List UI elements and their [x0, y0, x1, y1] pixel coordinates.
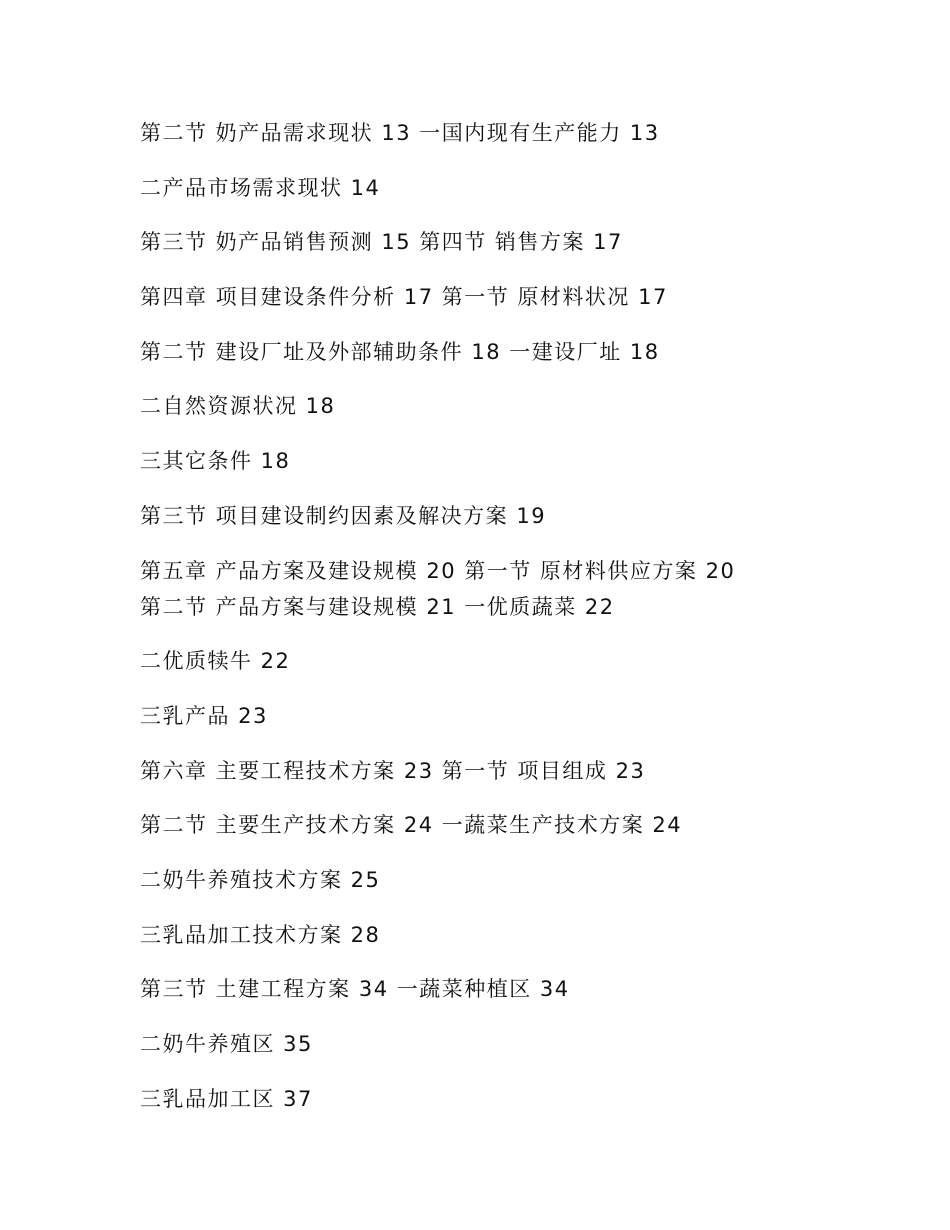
- toc-line: 第二节 奶产品需求现状 13 一国内现有生产能力 13: [140, 121, 660, 145]
- toc-line: 二产品市场需求现状 14: [140, 175, 381, 200]
- toc-line: 三乳产品 23: [140, 703, 268, 728]
- toc-line: 三乳品加工技术方案 28: [140, 922, 381, 947]
- toc-line: 三乳品加工区 37: [140, 1086, 313, 1111]
- toc-line: 二奶牛养殖区 35: [140, 1032, 313, 1056]
- toc-line: 第五章 产品方案及建设规模 20 第一节 原材料供应方案 20: [140, 558, 736, 583]
- toc-line: 三其它条件 18: [140, 449, 291, 474]
- toc-line: 第二节 主要生产技术方案 24 一蔬菜生产技术方案 24: [140, 813, 683, 838]
- table-of-contents: [140, 118, 900, 1138]
- toc-line: 第二节 产品方案与建设规模 21 一优质蔬菜 22: [140, 594, 615, 619]
- toc-line: 第三节 项目建设制约因素及解决方案 19: [140, 503, 547, 528]
- toc-line: 第四章 项目建设条件分析 17 第一节 原材料状况 17: [140, 285, 668, 310]
- toc-line: 第三节 土建工程方案 34 一蔬菜种植区 34: [140, 977, 570, 1002]
- toc-line: 第二节 建设厂址及外部辅助条件 18 一建设厂址 18: [140, 339, 660, 364]
- toc-line: 二优质犊牛 22: [140, 649, 291, 674]
- toc-line: 第六章 主要工程技术方案 23 第一节 项目组成 23: [140, 758, 646, 783]
- toc-line: 二奶牛养殖技术方案 25: [140, 867, 381, 892]
- toc-line: 二自然资源状况 18: [140, 394, 336, 419]
- toc-line: 第三节 奶产品销售预测 15 第四节 销售方案 17: [140, 230, 623, 255]
